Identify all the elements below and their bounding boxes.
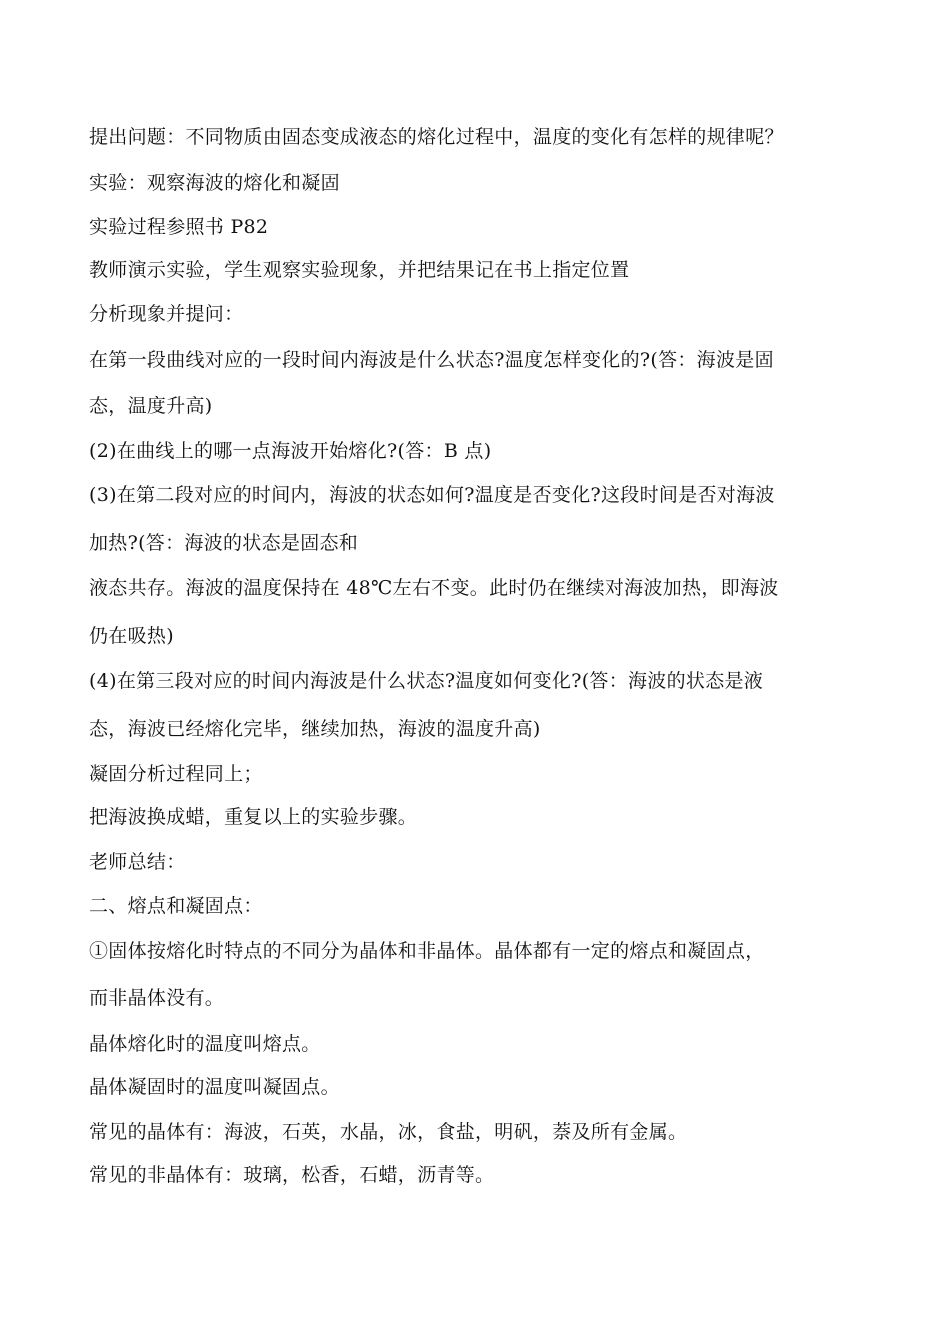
text-line: 实验过程参照书 P82 <box>89 216 269 238</box>
text-line: 把海波换成蜡，重复以上的实验步骤。 <box>89 806 418 828</box>
text-line: 态，温度升高) <box>89 395 213 417</box>
text-line: 常见的非晶体有：玻璃，松香，石蜡，沥青等。 <box>89 1164 495 1186</box>
text-line: 教师演示实验，学生观察实验现象，并把结果记在书上指定位置 <box>89 259 630 281</box>
text-line: 老师总结： <box>89 851 186 873</box>
text-line: ①固体按熔化时特点的不同分为晶体和非晶体。晶体都有一定的熔点和凝固点， <box>89 940 765 962</box>
text-line: 实验：观察海波的熔化和凝固 <box>89 172 340 194</box>
text-line: 加热?(答：海波的状态是固态和 <box>89 532 359 554</box>
text-line: 提出问题：不同物质由固态变成液态的熔化过程中，温度的变化有怎样的规律呢？ <box>89 126 784 148</box>
text-line: 分析现象并提问： <box>89 303 244 325</box>
text-line: 态，海波已经熔化完毕，继续加热，海波的温度升高) <box>89 718 541 740</box>
text-line: 常见的晶体有：海波，石英，水晶，冰，食盐，明矾，萘及所有金属。 <box>89 1121 688 1143</box>
text-line: 晶体熔化时的温度叫熔点。 <box>89 1033 321 1055</box>
text-line: 仍在吸热) <box>89 625 174 647</box>
text-line: 晶体凝固时的温度叫凝固点。 <box>89 1076 340 1098</box>
text-line: (3)在第二段对应的时间内，海波的状态如何?温度是否变化?这段时间是否对海波 <box>89 484 775 506</box>
text-line: (2)在曲线上的哪一点海波开始熔化?(答：B 点) <box>89 440 492 462</box>
text-line: 液态共存。海波的温度保持在 48℃左右不变。此时仍在继续对海波加热，即海波 <box>89 577 779 599</box>
text-line: (4)在第三段对应的时间内海波是什么状态?温度如何变化?(答：海波的状态是液 <box>89 670 764 692</box>
text-line: 二、熔点和凝固点： <box>89 895 263 917</box>
text-line: 而非晶体没有。 <box>89 987 225 1009</box>
text-line: 在第一段曲线对应的一段时间内海波是什么状态?温度怎样变化的?(答：海波是固 <box>89 349 774 371</box>
text-line: 凝固分析过程同上； <box>89 763 263 785</box>
